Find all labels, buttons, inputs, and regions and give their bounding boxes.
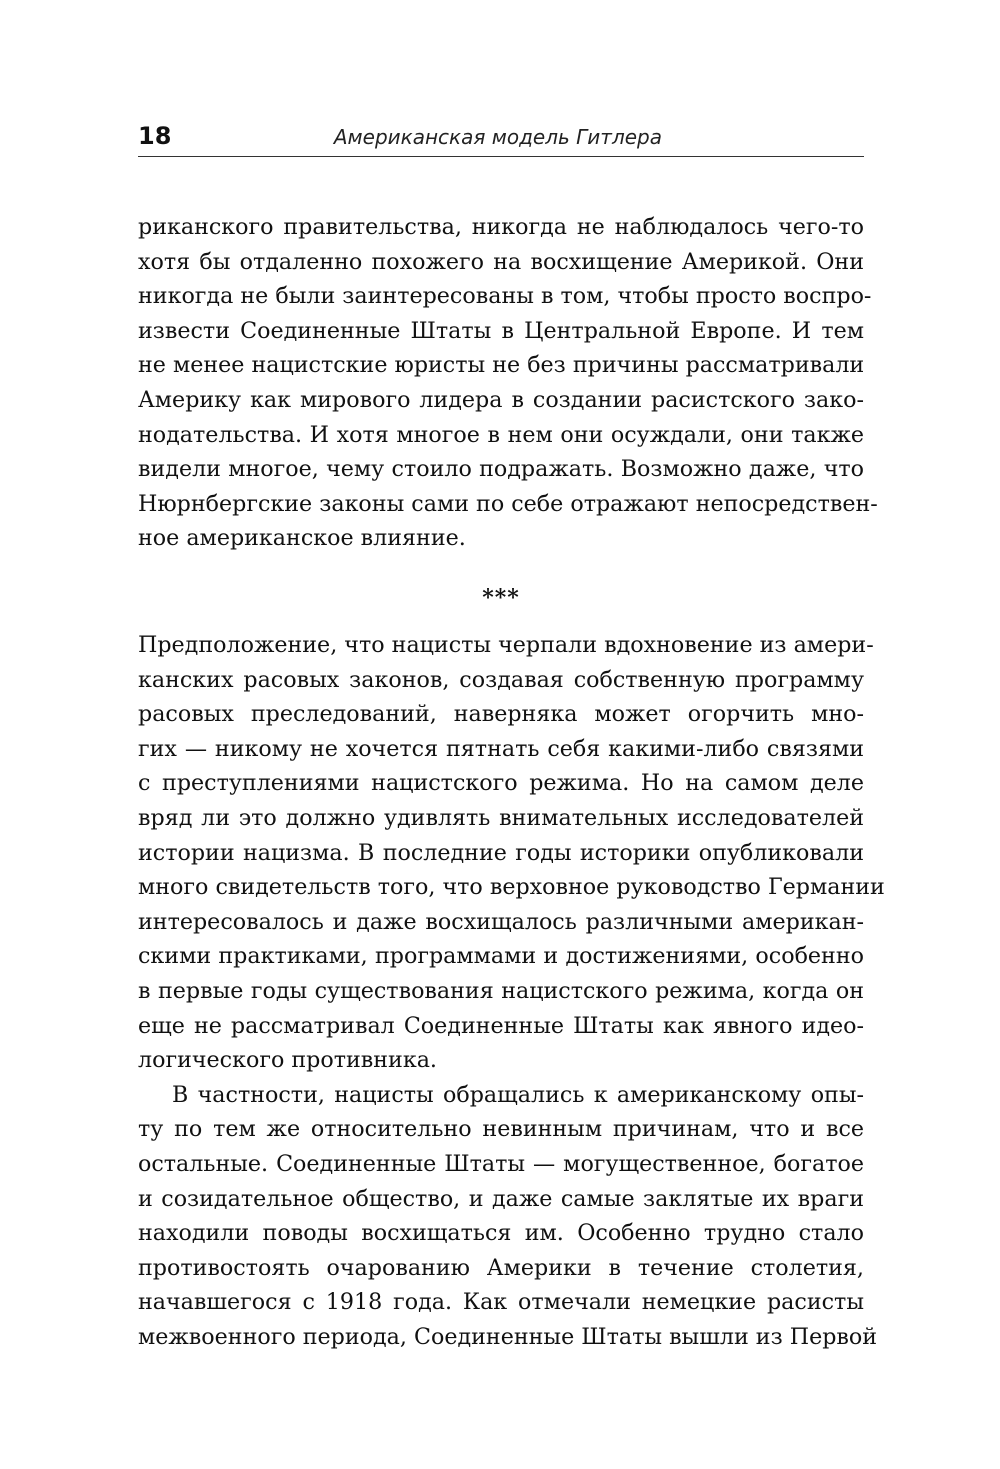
text-line: еще не рассматривал Соединенные Штаты как явного идео- — [138, 1012, 864, 1039]
text-line: противостоять очарованию Америки в течение столетия, — [138, 1254, 864, 1281]
running-header — [138, 116, 864, 157]
text-line: истории нацизма. В последние годы историки опубликовали — [138, 839, 864, 866]
text-line: риканского правительства, никогда не наблюдалось чего-то — [138, 214, 864, 240]
text-line: межвоенного периода, Соединенные Штаты вышли из Первой — [138, 1323, 878, 1350]
text-line: Предположение, что нацисты черпали вдохновение из амери- — [138, 632, 874, 658]
text-line: с преступлениями нацистского режима. Но на самом деле — [138, 770, 864, 797]
text-line: никогда не были заинтересованы в том, чтобы просто воспро- — [138, 283, 872, 310]
text-line: гих — никому не хочется пятнать себя какими-либо связями — [138, 735, 864, 762]
text-line: расовых преследований, наверняка может огорчить мно- — [138, 701, 864, 728]
text-line: интересовалось и даже восхищалось различными американ- — [138, 908, 864, 935]
text-line: и созидательное общество, и даже самые заклятые их враги — [138, 1185, 864, 1212]
text-line: скими практиками, программами и достижениями, особенно — [138, 943, 864, 970]
text-line: хотя бы отдаленно похожего на восхищение Америкой. Они — [138, 248, 864, 275]
text-line: ное американское влияние. — [138, 525, 466, 552]
paragraph-continued — [138, 210, 878, 556]
text-line: в первые годы существования нацистского режима, когда он — [138, 977, 864, 1004]
text-line: извести Соединенные Штаты в Центральной Европе. И тем — [138, 317, 864, 344]
text-line: вряд ли это должно удивлять внимательных исследователей — [138, 804, 864, 831]
text-line: видели многое, чему стоило подражать. Возможно даже, что — [138, 456, 864, 483]
text-line: нодательства. И хотя многое в нем они осуждали, они также — [138, 421, 864, 448]
book-page — [138, 0, 885, 1469]
text-line: В частности, нацисты обращались к американскому опы- — [172, 1081, 864, 1108]
section-break: *** — [482, 585, 520, 611]
text-line: остальные. Соединенные Штаты — могущественное, богатое — [138, 1150, 864, 1177]
paragraphs-after-break — [138, 628, 885, 1354]
text-line: находили поводы восхищаться им. Особенно трудно стало — [138, 1220, 864, 1247]
page-number: 18 — [138, 122, 172, 150]
text-line: начавшегося с 1918 года. Как отмечали немецкие расисты — [138, 1289, 864, 1316]
text-line: ту по тем же относительно невинным причинам, что и все — [138, 1116, 864, 1143]
text-line: Америку как мирового лидера в создании расистского зако- — [138, 386, 864, 413]
text-line: много свидетельств того, что верховное руководство Германии — [138, 874, 885, 901]
text-line: канских расовых законов, создавая собственную программу — [138, 666, 864, 693]
text-line: логического противника. — [138, 1047, 437, 1074]
text-line: Нюрнбергские законы сами по себе отражают непосредствен- — [138, 490, 878, 517]
running-title: Американская модель Гитлера — [333, 125, 662, 149]
text-line: не менее нацистские юристы не без причины рассматривали — [138, 352, 865, 379]
